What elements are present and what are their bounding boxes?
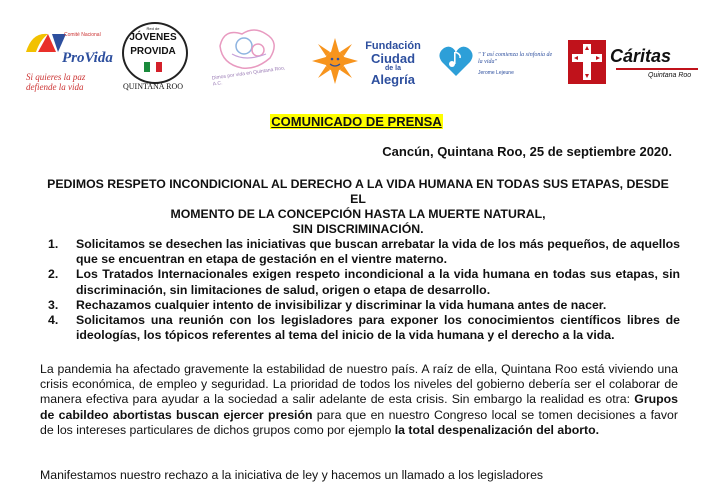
dimos-logo: [206, 24, 292, 88]
logo-bar: [0, 0, 713, 100]
jovenes-line-2: PROVIDA: [130, 46, 176, 57]
body-paragraph-2: Manifestamos nuestro rechazo a la iniciativa de ley y hacemos un llamado a los legisladores: [40, 468, 544, 482]
list-item: 1. Solicitamos se desechen las iniciativas que buscan arrebatar la vida de los más pequeños, de aquellos que se encuentran en etapa de gestación en el vientre materno.: [48, 237, 680, 267]
petition-list: [48, 237, 680, 343]
fundacion-name: Fundación Ciudad de la Alegría: [365, 40, 421, 87]
fundacion-ciudad-alegria-logo: [312, 38, 432, 90]
jovenes-place: QUINTANA ROO: [122, 82, 184, 91]
heart-music-icon: [438, 44, 474, 78]
title-line-2: MOMENTO DE LA CONCEPCIÓN HASTA LA MUERTE NATURAL,: [170, 207, 546, 221]
sinfonia-logo: [438, 44, 558, 88]
heading: [0, 113, 713, 131]
caritas-bar: [616, 68, 698, 70]
list-item: 2. Los Tratados Internacionales exigen respeto incondicional a la vida humana en todas sus etapas, sin discriminación, sin limitaciones de salud, origen o etapa de desarrollo.: [48, 267, 680, 297]
list-item: 4. Solicitamos una reunión con los legisladores para exponer los conocimientos científicos libres de ideologías, los tópicos referentes al tema del inicio de la vida humana y el derecho a la vida.: [48, 313, 680, 343]
heading-text: COMUNICADO DE PRENSA: [271, 114, 442, 129]
mexico-flag-icon: [144, 62, 162, 72]
caritas-cross-icon: [568, 40, 606, 84]
body-paragraph-1: La pandemia ha afectado gravemente la estabilidad de nuestro país. A raíz de ella, Quintana Roo está viviendo una crisis económica, de empleo y seguridad. La prioridad de todos los niveles del gobierno debería ser el colaborar de manera efectiva para ayudar a la sociedad a salir adelante de esta crisis. Sin embargo la realidad es otra: Grupos de cabildeo abortistas buscan ejercer presión para que en nuestro Congreso local se tomen decisiones a favor de los intereses particulares de dichos grupos como por ejemplo la total despenalización del aborto.: [40, 362, 678, 437]
caritas-logo: [568, 40, 698, 90]
provida-small-text: Comité Nacional: [64, 32, 101, 38]
bold-phrase: Grupos de cabildeo abortistas buscan ejercer presión: [40, 392, 678, 422]
provida-brand: ProVida: [62, 50, 113, 66]
list-item: 3. Rechazamos cualquier intento de invisibilizar y discriminar la vida humana antes de nacer.: [48, 297, 607, 312]
jovenes-line-1: JÓVENES: [129, 32, 177, 43]
caritas-name: Cáritas: [610, 46, 672, 66]
caritas-place: Quintana Roo: [648, 72, 692, 79]
bold-phrase: la total despenalización del aborto.: [394, 422, 600, 437]
sun-icon: [312, 38, 358, 84]
title-line-1: PEDIMOS RESPETO INCONDICIONAL AL DERECHO A LA VIDA HUMANA EN TODAS SUS ETAPAS, DESDE EL: [47, 177, 669, 206]
title-line-3: SIN DISCRIMINACIÓN.: [292, 222, 424, 236]
sinfonia-author: Jerome Lejeune: [478, 70, 514, 76]
dateline: Cancún, Quintana Roo, 25 de septiembre 2020.: [382, 144, 672, 159]
provida-logo: [22, 28, 117, 92]
jovenes-top-text: Red de: [146, 26, 160, 31]
document-title: [40, 177, 676, 237]
sinfonia-quote: " Y así comienza la sinfonía de la vida": [478, 52, 553, 65]
jovenes-provida-logo: [118, 22, 198, 94]
dimos-text: Dimos por vida en Quintana Roo, A.C.: [211, 65, 286, 88]
provida-tagline: Si quieres la paz defiende la vida: [26, 72, 86, 92]
